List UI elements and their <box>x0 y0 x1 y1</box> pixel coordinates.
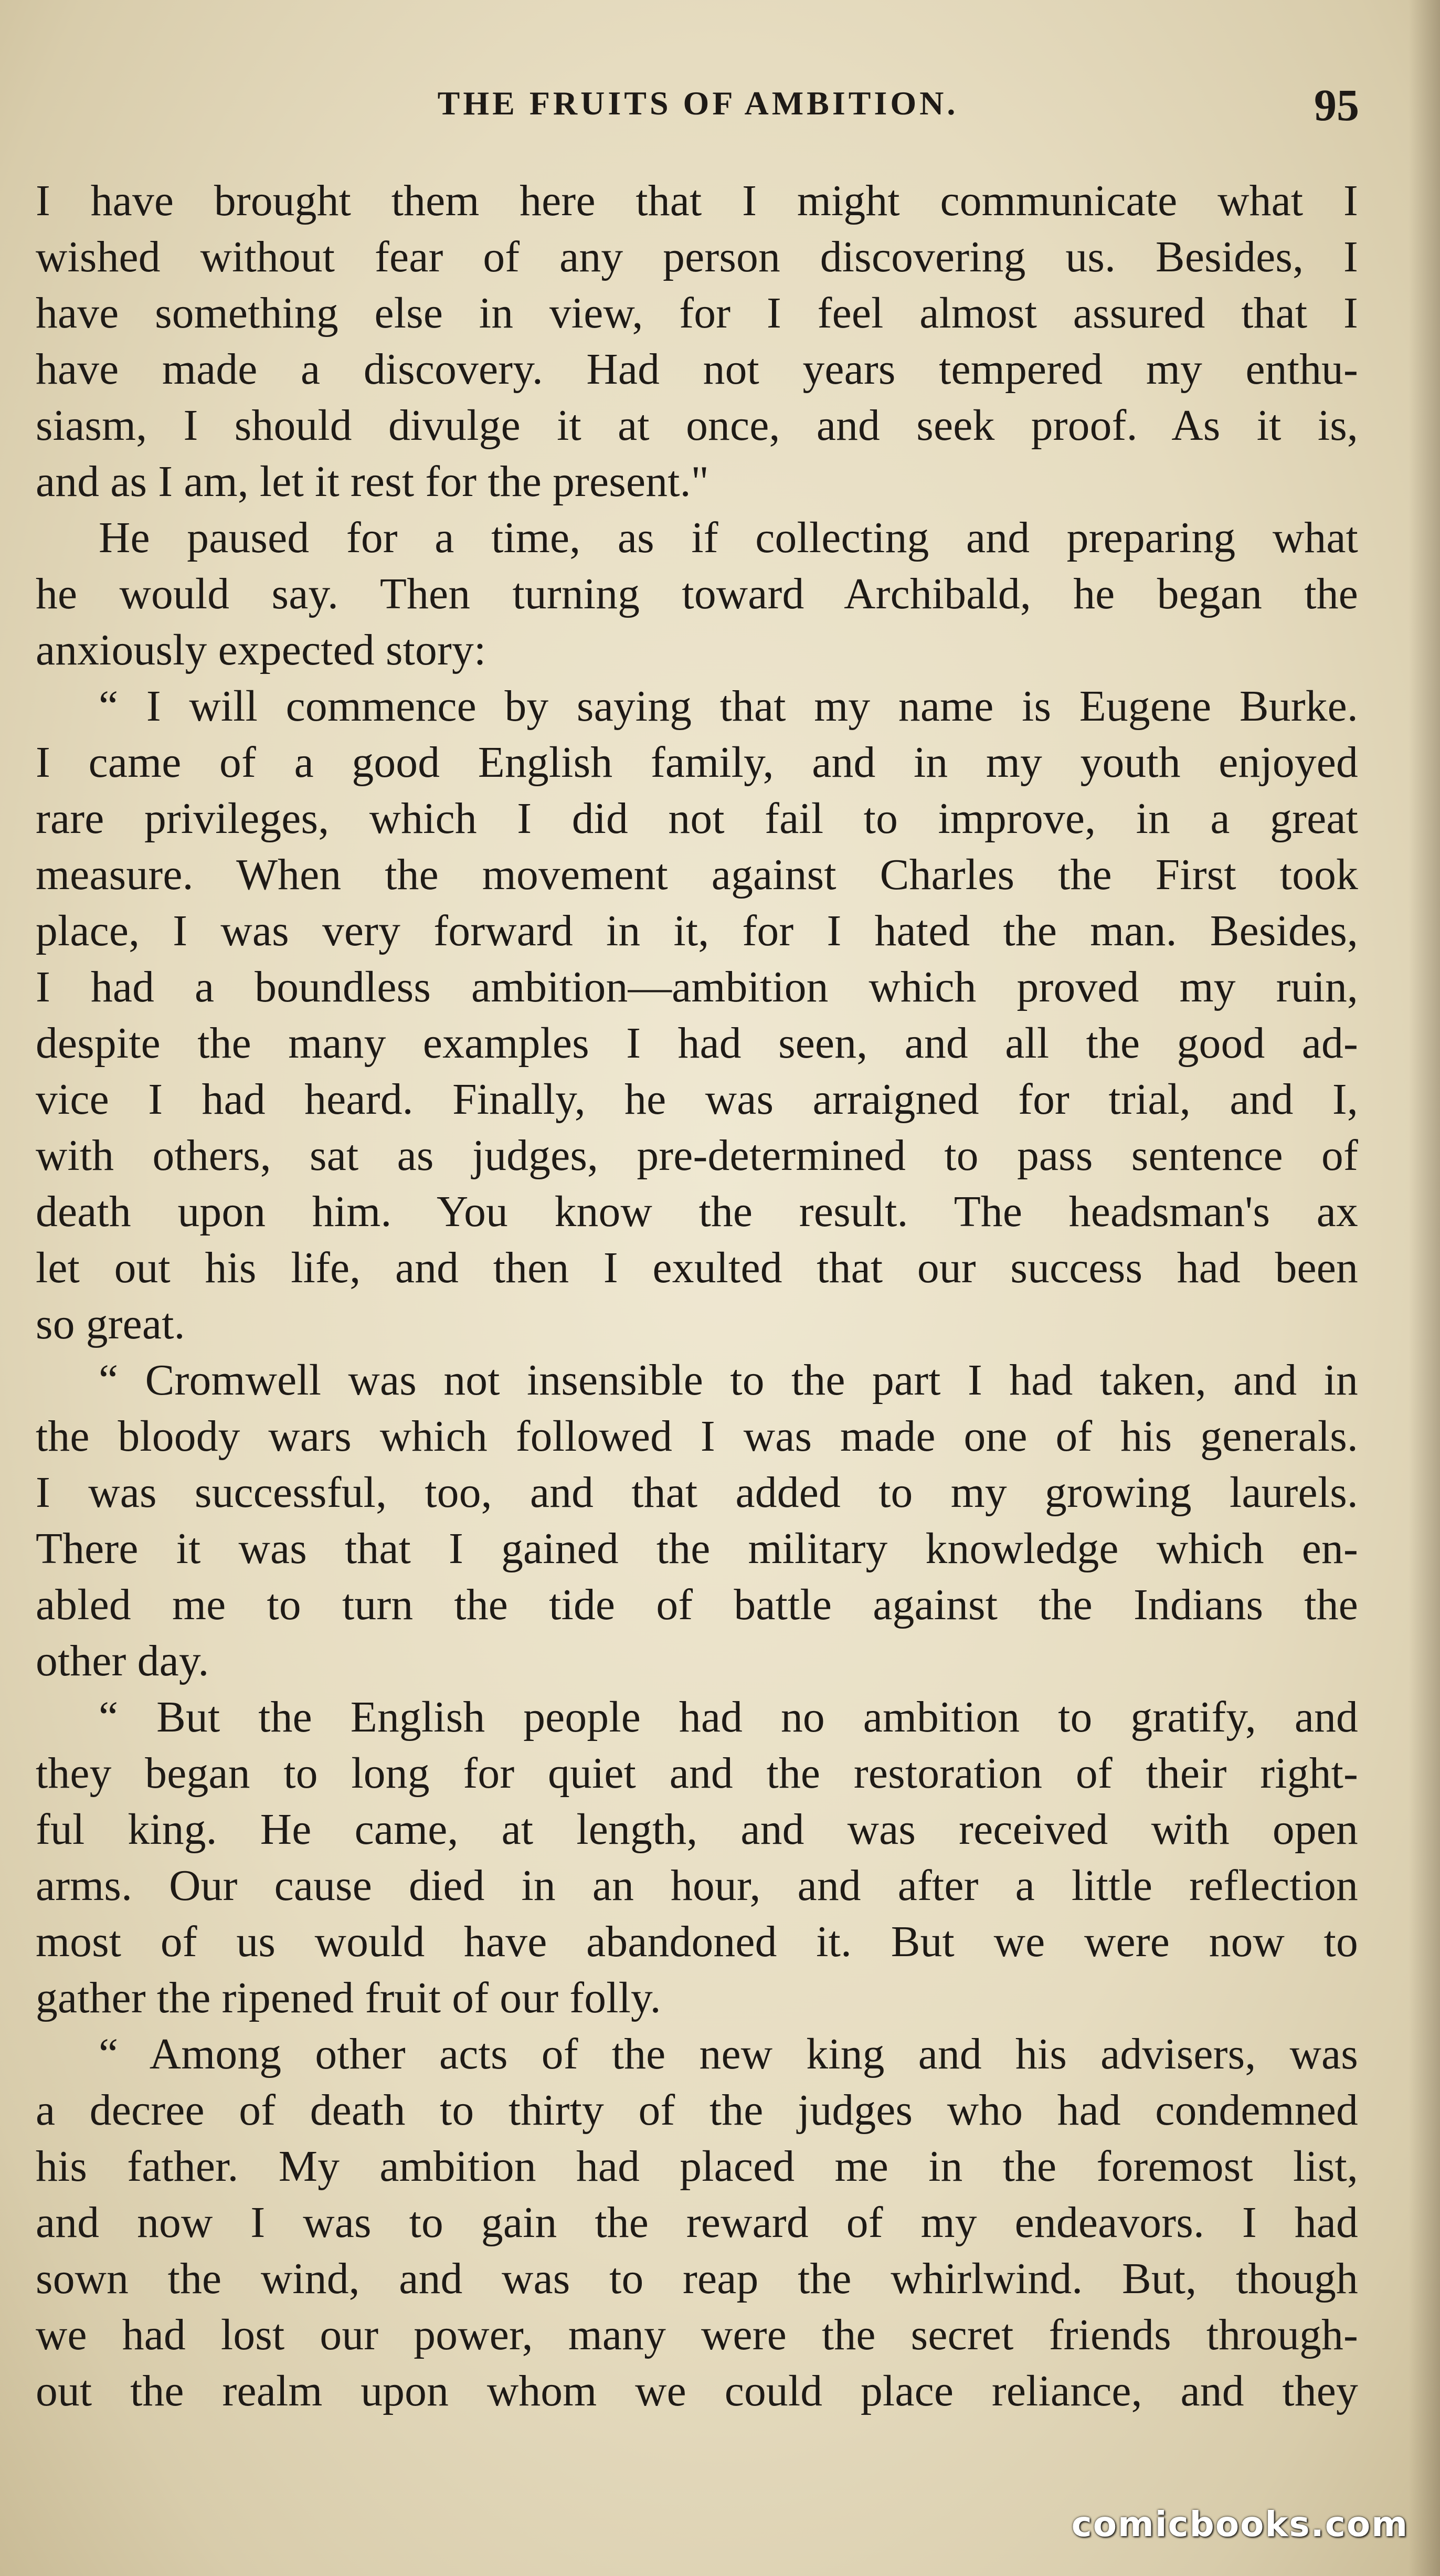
text-line: have made a discovery. Had not years tempered my enthu- <box>36 345 1358 394</box>
text-line: let out his life, and then I exulted that our success had been <box>36 1244 1358 1292</box>
text-line: he would say. Then turning toward Archibald, he began the <box>36 570 1358 618</box>
text-line: rare privileges, which I did not fail to improve, in a great <box>36 795 1358 843</box>
text-line: they began to long for quiet and the restoration of their right- <box>36 1749 1358 1798</box>
text-line: abled me to turn the tide of battle against the Indians the <box>36 1581 1358 1629</box>
text-line: anxiously expected story: <box>36 626 486 674</box>
text-line: He paused for a time, as if collecting and preparing what <box>99 514 1358 562</box>
text-line: most of us would have abandoned it. But we were now to <box>36 1918 1358 1966</box>
text-line: arms. Our cause died in an hour, and after a little reflection <box>36 1862 1358 1910</box>
page-header <box>37 79 1359 136</box>
text-line: out the realm upon whom we could place reliance, and they <box>36 2367 1358 2415</box>
text-line: I had a boundless ambition—ambition which proved my ruin, <box>36 963 1358 1011</box>
text-line: vice I had heard. Finally, he was arraigned for trial, and I, <box>36 1075 1358 1124</box>
text-line: so great. <box>36 1300 185 1348</box>
text-line: a decree of death to thirty of the judges who had condemned <box>36 2086 1358 2135</box>
text-line: death upon him. You know the result. The headsman's ax <box>36 1188 1358 1236</box>
text-line: place, I was very forward in it, for I hated the man. Besides, <box>36 907 1358 955</box>
text-line: gather the ripened fruit of our folly. <box>36 1974 661 2022</box>
text-line: and now I was to gain the reward of my endeavors. I had <box>36 2199 1358 2247</box>
text-line: I came of a good English family, and in my youth enjoyed <box>36 738 1358 787</box>
text-line: the bloody wars which followed I was made one of his generals. <box>36 1412 1358 1461</box>
text-line: siasm, I should divulge it at once, and seek proof. As it is, <box>36 402 1358 450</box>
text-line: sown the wind, and was to reap the whirlwind. But, though <box>36 2255 1358 2303</box>
text-line: measure. When the movement against Charles the First took <box>36 851 1358 899</box>
text-line: with others, sat as judges, pre-determined to pass sentence of <box>36 1132 1358 1180</box>
text-line: “ Among other acts of the new king and his advisers, was <box>99 2030 1358 2078</box>
page-edge-shadow <box>1409 0 1440 2576</box>
text-line: “ I will commence by saying that my name is Eugene Burke. <box>99 682 1358 731</box>
running-title: THE FRUITS OF AMBITION. <box>437 85 959 122</box>
text-line: wished without fear of any person discovering us. Besides, I <box>36 233 1358 281</box>
text-line: his father. My ambition had placed me in the foremost list, <box>36 2142 1358 2191</box>
page-number: 95 <box>1314 80 1359 130</box>
text-line: we had lost our power, many were the secret friends through- <box>36 2311 1358 2359</box>
text-line: “ Cromwell was not insensible to the part I had taken, and in <box>99 1356 1358 1405</box>
text-line: other day. <box>36 1637 209 1685</box>
text-line: There it was that I gained the military knowledge which en- <box>36 1525 1358 1573</box>
text-line: ful king. He came, at length, and was received with open <box>36 1806 1358 1854</box>
text-line: have something else in view, for I feel almost assured that I <box>36 289 1358 337</box>
text-line: and as I am, let it rest for the present." <box>36 458 709 506</box>
text-line: “ But the English people had no ambition to gratify, and <box>99 1693 1358 1741</box>
watermark: comicbooks.com <box>1071 2504 1409 2545</box>
text-line: I have brought them here that I might communicate what I <box>36 177 1358 225</box>
text-line: I was successful, too, and that added to my growing laurels. <box>36 1469 1358 1517</box>
body-text <box>36 173 1358 2420</box>
text-line: despite the many examples I had seen, and all the good ad- <box>36 1019 1358 1068</box>
